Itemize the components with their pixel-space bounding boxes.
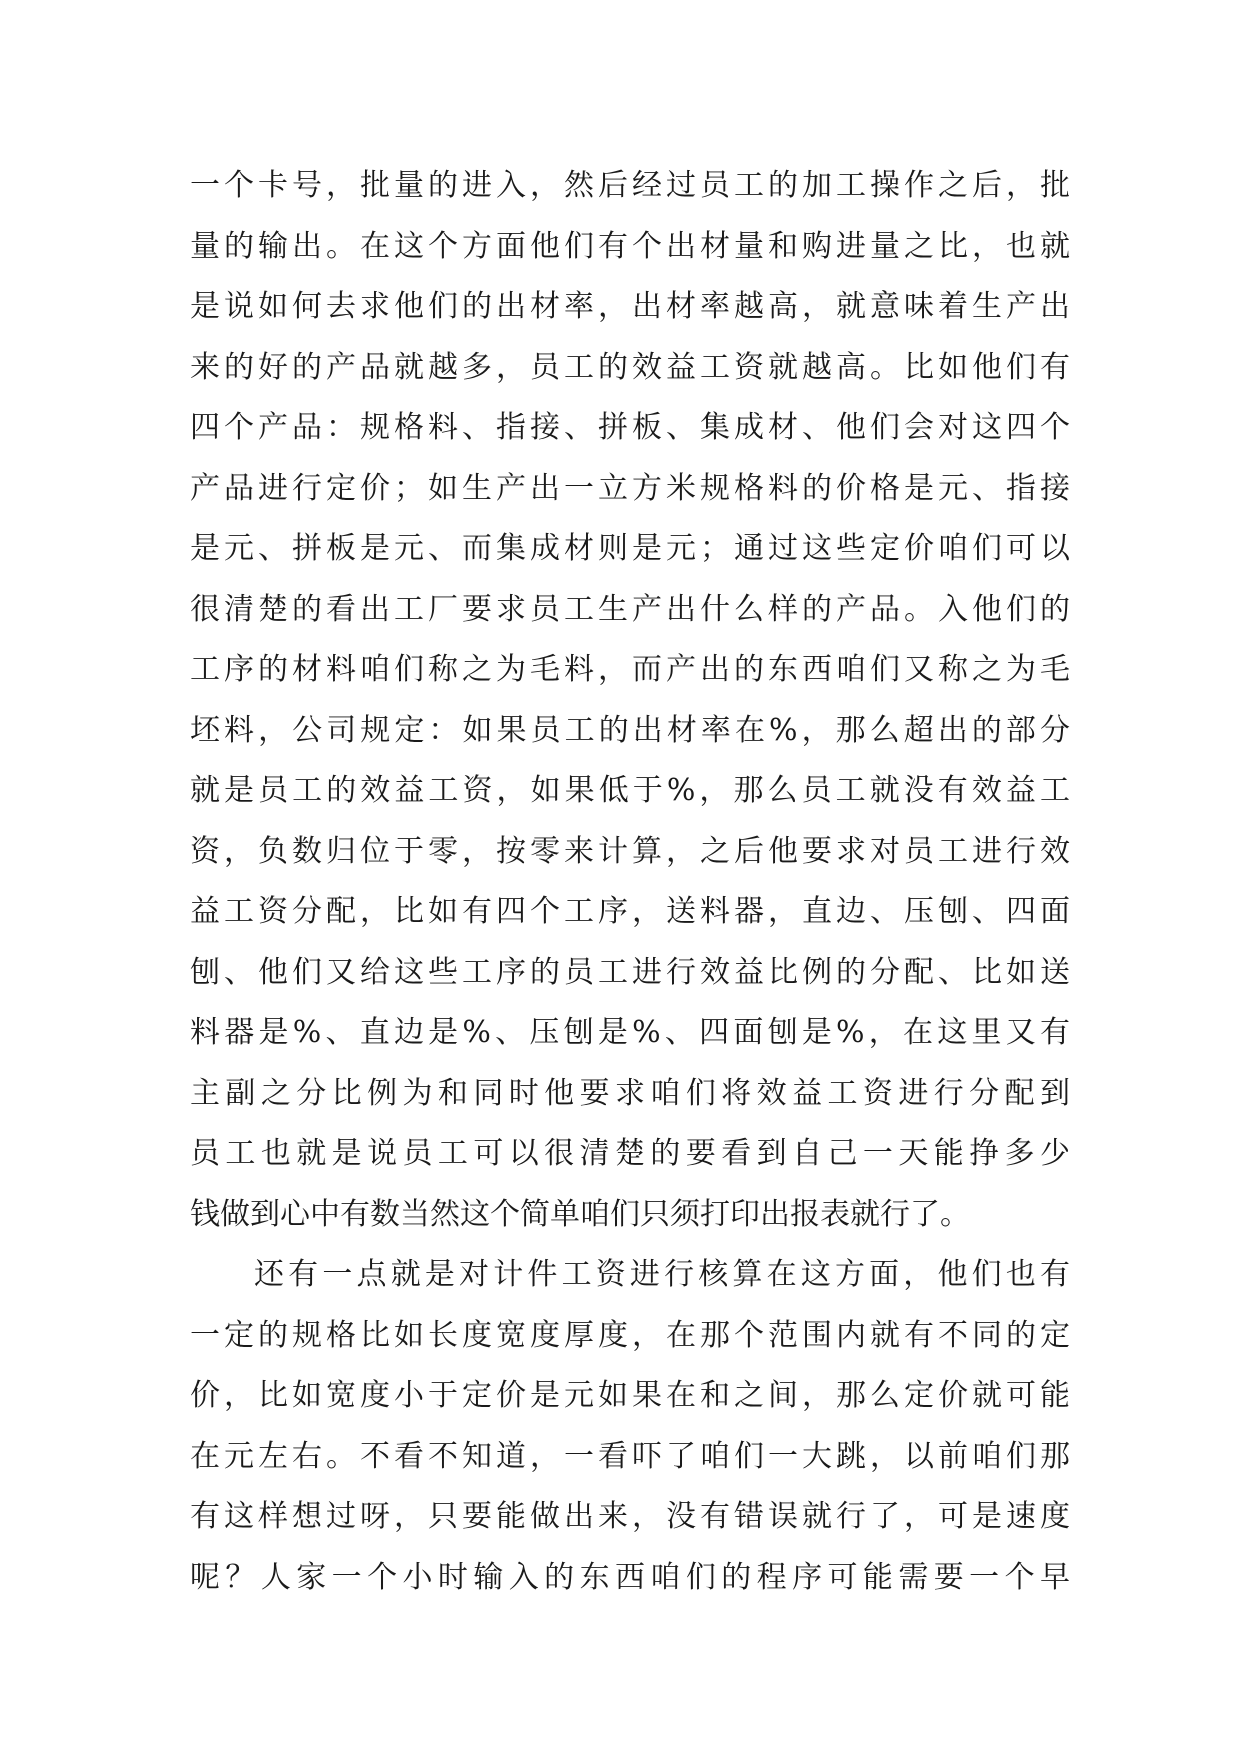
text-line: 在元左右。不看不知道，一看吓了咱们一大跳，以前咱们那 (190, 1438, 1070, 1474)
text-line: 钱做到心中有数当然这个简单咱们只须打印出报表就行了。 (190, 1196, 970, 1232)
text-line: 量的输出。在这个方面他们有个出材量和购进量之比，也就 (190, 228, 1070, 264)
text-line: 刨、他们又给这些工序的员工进行效益比例的分配、比如送 (190, 954, 1070, 990)
text-line: 益工资分配，比如有四个工序，送料器，直边、压刨、四面 (190, 894, 1070, 929)
text-line: 来的好的产品就越多，员工的效益工资就越高。比如他们有 (190, 349, 1070, 385)
text-line: 还有一点就是对计件工资进行核算在这方面，他们也有 (254, 1257, 1070, 1292)
text-line: 一个卡号，批量的进入，然后经过员工的加工操作之后，批 (190, 168, 1070, 203)
text-line: 工序的材料咱们称之为毛料，而产出的东西咱们又称之为毛 (190, 652, 1070, 687)
body-text (190, 156, 1070, 1608)
paragraph-1 (190, 156, 1070, 1245)
text-line: 是说如何去求他们的出材率，出材率越高，就意味着生产出 (190, 289, 1070, 324)
paragraph-2 (190, 1245, 1070, 1608)
text-line: 就是员工的效益工资，如果低于%，那么员工就没有效益工 (190, 773, 1070, 808)
text-line: 有这样想过呀，只要能做出来，没有错误就行了，可是速度 (190, 1499, 1070, 1534)
text-line: 坯料，公司规定：如果员工的出材率在%，那么超出的部分 (190, 712, 1070, 748)
text-line: 呢？人家一个小时输入的东西咱们的程序可能需要一个早 (190, 1559, 1070, 1595)
text-line: 员工也就是说员工可以很清楚的要看到自己一天能挣多少 (190, 1136, 1070, 1171)
text-line: 料器是%、直边是%、压刨是%、四面刨是%，在这里又有 (190, 1015, 1070, 1050)
text-line: 价，比如宽度小于定价是元如果在和之间，那么定价就可能 (190, 1378, 1070, 1413)
text-line: 四个产品：规格料、指接、拼板、集成材、他们会对这四个 (190, 410, 1070, 445)
text-line: 产品进行定价；如生产出一立方米规格料的价格是元、指接 (190, 470, 1070, 506)
text-line: 一定的规格比如长度宽度厚度，在那个范围内就有不同的定 (190, 1317, 1070, 1353)
text-line: 很清楚的看出工厂要求员工生产出什么样的产品。入他们的 (190, 591, 1070, 627)
text-line: 主副之分比例为和同时他要求咱们将效益工资进行分配到 (190, 1075, 1070, 1111)
text-line: 是元、拼板是元、而集成材则是元；通过这些定价咱们可以 (190, 531, 1070, 566)
text-line: 资，负数归位于零，按零来计算，之后他要求对员工进行效 (190, 833, 1070, 869)
